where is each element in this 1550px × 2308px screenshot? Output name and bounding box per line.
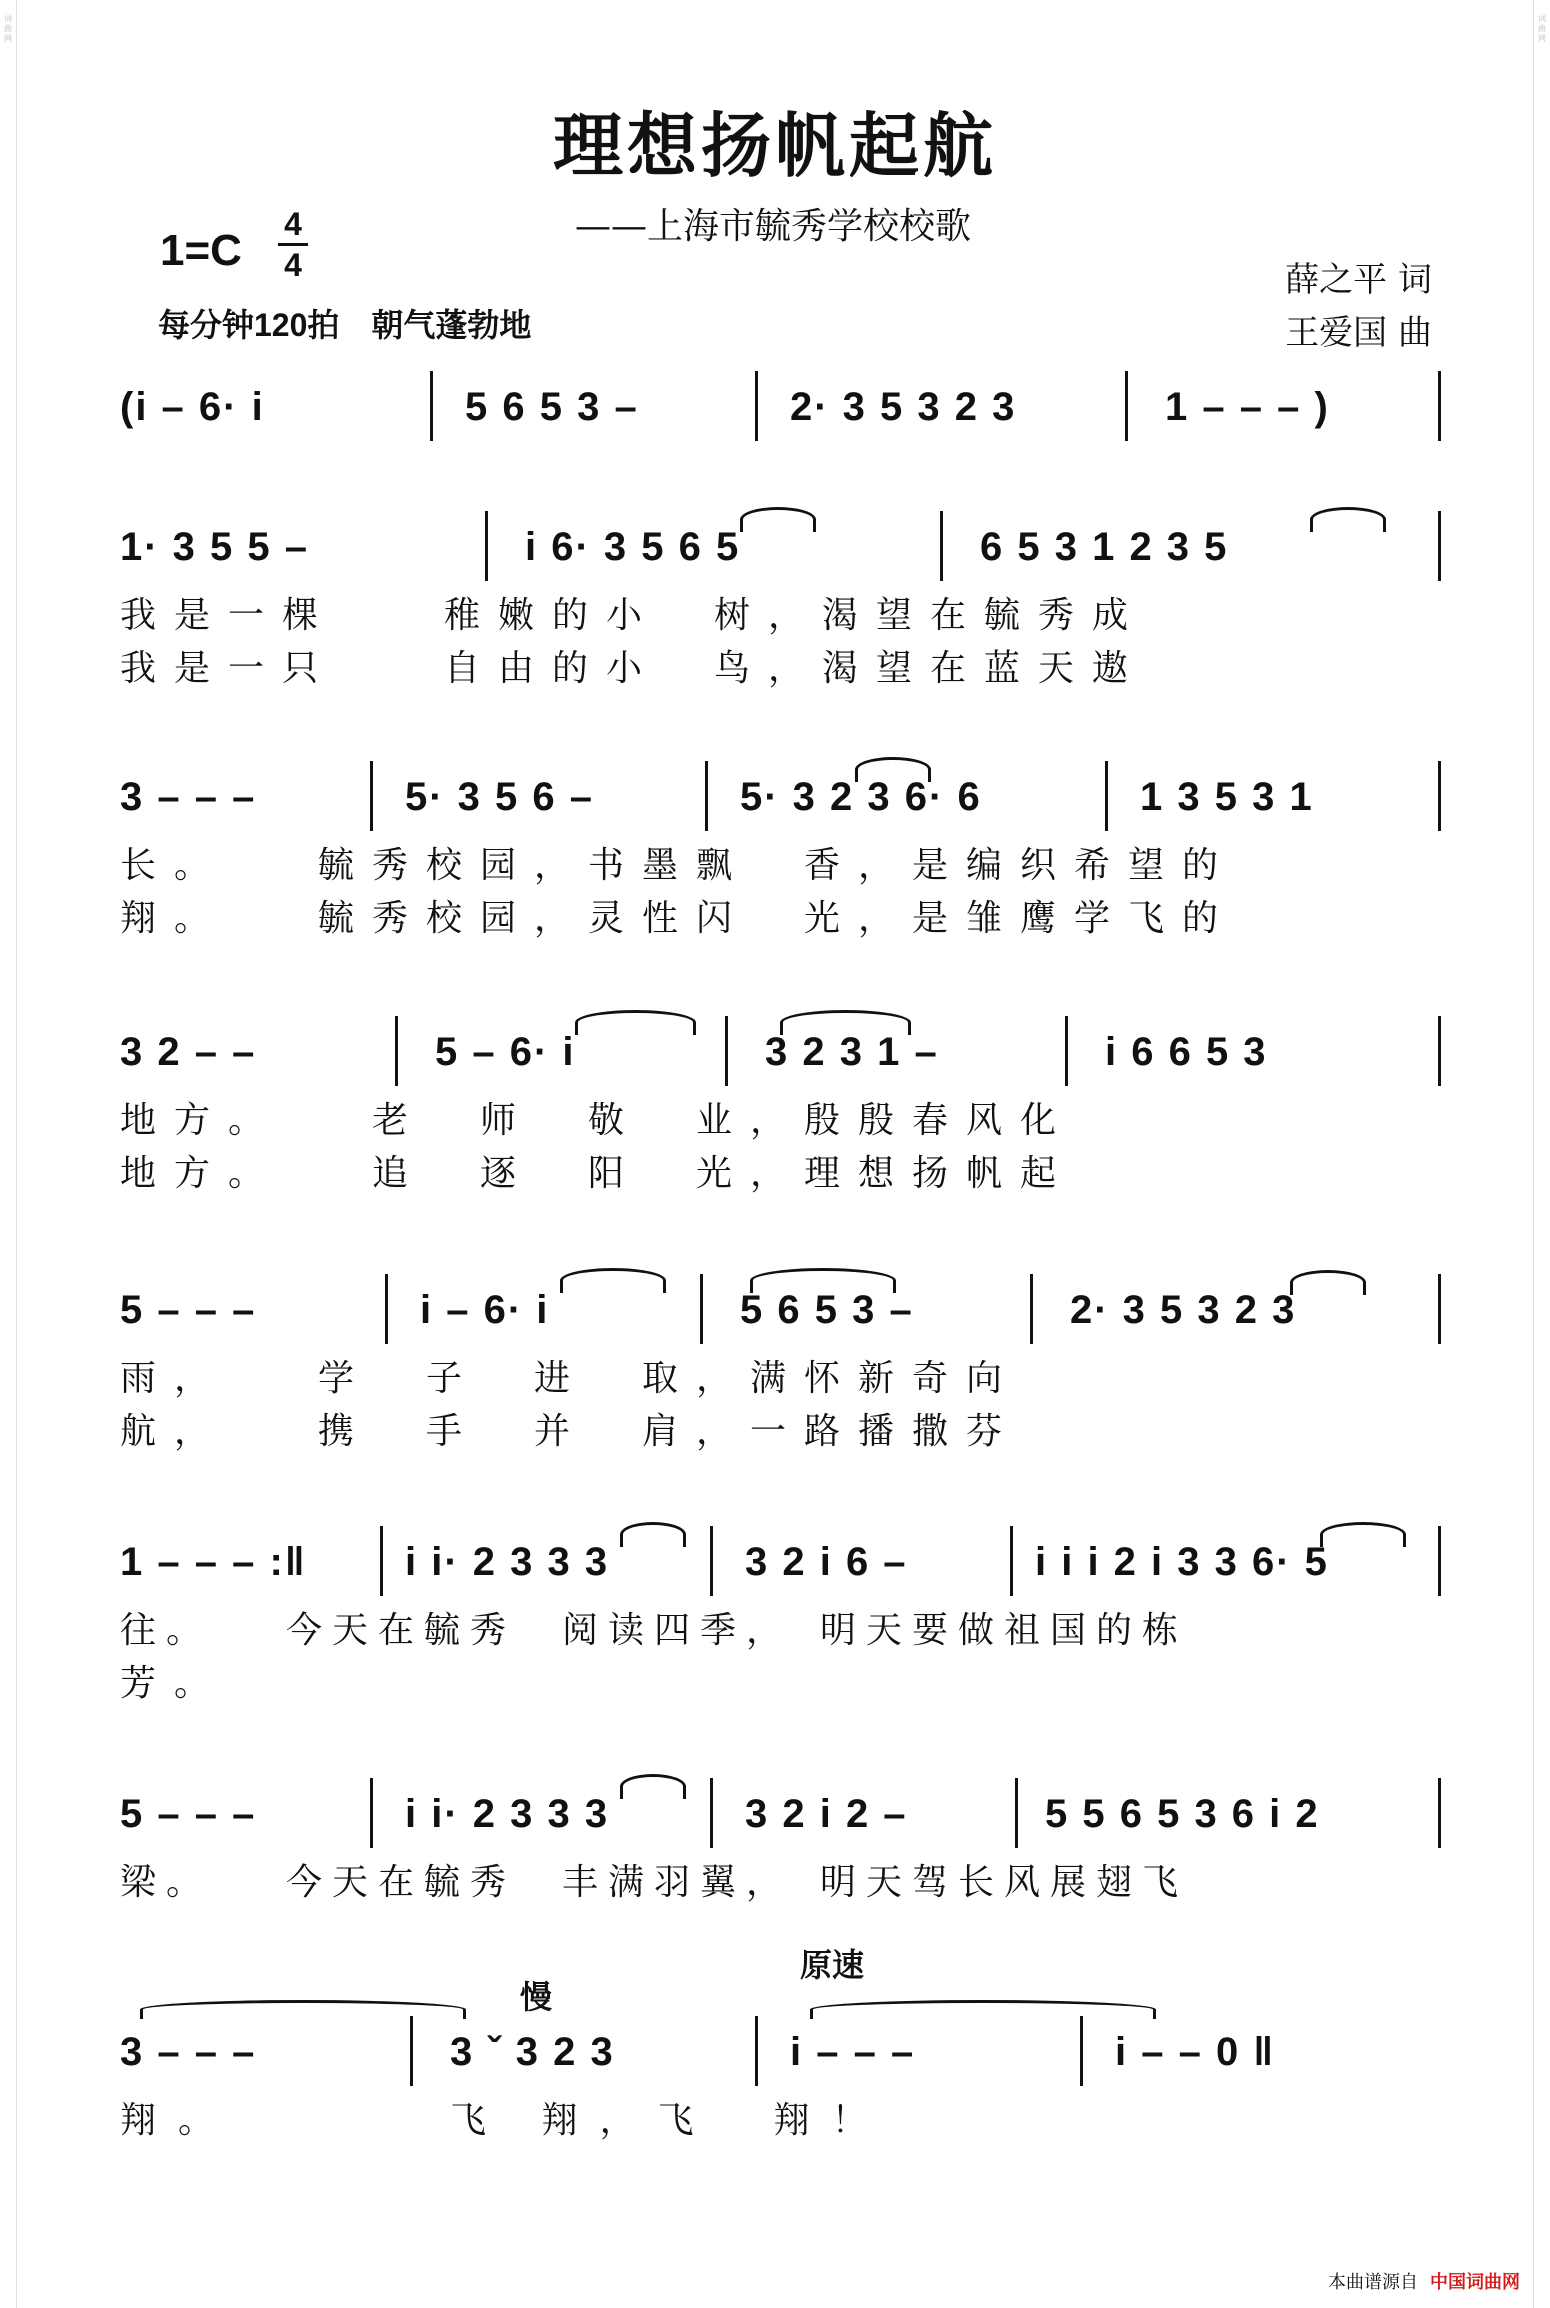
measure: i – – 0 ‖ xyxy=(1115,2030,1276,2074)
bar-line xyxy=(1438,1778,1441,1848)
bar-line xyxy=(755,2016,758,2086)
bar-line xyxy=(385,1274,388,1344)
score-system xyxy=(120,525,1440,689)
bar-line xyxy=(940,511,943,581)
measure: 3 2 i 6 – xyxy=(745,1540,908,1584)
score-system xyxy=(120,1288,1440,1452)
bar-line xyxy=(755,371,758,441)
notation-line xyxy=(120,525,1440,585)
lyric-verse-1: 我是一棵 稚嫩的小 树，渴望在毓秀成 xyxy=(120,595,1147,636)
lyric-verse-2: 我是一只 自由的小 鸟，渴望在蓝天遨 xyxy=(120,648,1147,689)
bar-line xyxy=(1438,1526,1441,1596)
measure: 3 – – – xyxy=(120,775,257,819)
bar-line xyxy=(1080,2016,1083,2086)
bar-line xyxy=(370,1778,373,1848)
measure: 1· 3 5 5 – xyxy=(120,525,310,569)
bar-line xyxy=(1065,1016,1068,1086)
bar-line xyxy=(1030,1274,1033,1344)
bar-line xyxy=(1438,1274,1441,1344)
score-system xyxy=(120,1947,1440,2141)
measure: 2· 3 5 3 2 3 xyxy=(790,385,1017,429)
lyricist-credit: 薛之平 词 xyxy=(1285,260,1432,300)
bar-line xyxy=(1438,511,1441,581)
notation-line xyxy=(120,775,1440,835)
bar-line xyxy=(710,1778,713,1848)
measure: 5 6 5 3 – xyxy=(465,385,639,429)
a-tempo-marking: 原速 xyxy=(800,1947,865,1983)
measure: 3 2 3 1 – xyxy=(765,1030,939,1074)
measure: 5 – – – xyxy=(120,1792,257,1836)
bar-line xyxy=(700,1274,703,1344)
meter-line xyxy=(278,243,308,246)
lyric-verse-1: 往。 今天在毓秀 阅读四季， 明天要做祖国的栋 xyxy=(120,1610,1189,1651)
measure: i 6 6 5 3 xyxy=(1105,1030,1268,1074)
measure: 3 – – – xyxy=(120,2030,257,2074)
bar-line xyxy=(1438,761,1441,831)
slur xyxy=(140,2000,466,2019)
footer-site-link[interactable]: 中国词曲网 xyxy=(1430,2272,1520,2292)
time-signature xyxy=(278,206,308,283)
measure: 5 – – – xyxy=(120,1288,257,1332)
notation-line xyxy=(120,1792,1440,1852)
lyric-verse-2: 航， 携 手 并 肩，一路播撒芬 xyxy=(120,1411,1021,1452)
measure: i – – – xyxy=(790,2030,916,2074)
measure: i – 6· i xyxy=(420,1288,550,1332)
score-system xyxy=(120,1792,1440,1903)
bar-line xyxy=(395,1016,398,1086)
bar-line xyxy=(1438,1016,1441,1086)
lyric-verse-2: 地方。 追 逐 阳 光，理想扬帆起 xyxy=(120,1153,1075,1194)
measure: 3 ˇ 3 2 3 xyxy=(450,2030,615,2074)
lyric-verse-1: 长。 毓秀校园，书墨飘 香，是编织希望的 xyxy=(120,845,1237,886)
source-footer xyxy=(1328,2268,1520,2294)
measure: i 6· 3 5 6 5 xyxy=(525,525,741,569)
measure: i i· 2 3 3 3 xyxy=(405,1792,610,1836)
measure: 3 2 – – xyxy=(120,1030,257,1074)
lyric-verse-1: 雨， 学 子 进 取，满怀新奇向 xyxy=(120,1358,1021,1399)
notation-line xyxy=(120,1288,1440,1348)
meter-top: 4 xyxy=(284,206,302,242)
measure: 3 2 i 2 – xyxy=(745,1792,908,1836)
notation-line xyxy=(120,385,1440,445)
measure: 1 – – – ) xyxy=(1165,385,1330,429)
lyric-verse-2: 翔。 毓秀校园，灵性闪 光，是雏鹰学飞的 xyxy=(120,898,1237,939)
score-system xyxy=(120,1540,1440,1704)
bar-line xyxy=(380,1526,383,1596)
right-margin-strip: 词 曲 网 xyxy=(1533,0,1550,2308)
bar-line xyxy=(485,511,488,581)
meter-bottom: 4 xyxy=(284,247,302,283)
tempo-marking: 每分钟120拍 朝气蓬勃地 xyxy=(158,307,532,343)
composer-credit: 王爱国 曲 xyxy=(1285,313,1432,353)
song-subtitle: ——上海市毓秀学校校歌 xyxy=(575,206,972,247)
notation-line xyxy=(120,1540,1440,1600)
bar-line xyxy=(1125,371,1128,441)
lyric-verse-2: 芳。 xyxy=(120,1663,229,1704)
bar-line xyxy=(1015,1778,1018,1848)
score-system-intro xyxy=(120,385,1440,445)
key-signature: 1=C xyxy=(160,226,242,275)
measure: 1 – – – :‖ xyxy=(120,1540,307,1584)
score-system xyxy=(120,1030,1440,1194)
measure: i i· 2 3 3 3 xyxy=(405,1540,610,1584)
bar-line xyxy=(705,761,708,831)
left-margin-strip: 词 曲 网 xyxy=(0,0,17,2308)
footer-note: 本曲谱源自 xyxy=(1328,2272,1418,2292)
bar-line xyxy=(430,371,433,441)
measure: 5 6 5 3 – xyxy=(740,1288,914,1332)
lyric-verse-1: 翔。 飞 翔，飞 翔！ xyxy=(120,2100,890,2141)
bar-line xyxy=(1010,1526,1013,1596)
song-title: 理想扬帆起航 xyxy=(553,104,997,187)
bar-line xyxy=(1438,371,1441,441)
measure: i i i 2 i 3 3 6· 5 xyxy=(1035,1540,1329,1584)
measure: 5· 3 2 3 6· 6 xyxy=(740,775,982,819)
lyric-verse-1: 梁。 今天在毓秀 丰满羽翼， 明天驾长风展翅飞 xyxy=(120,1862,1189,1903)
bar-line xyxy=(370,761,373,831)
notation-line xyxy=(120,1030,1440,1090)
score-system xyxy=(120,775,1440,939)
lyric-verse-1: 地方。 老 师 敬 业，殷殷春风化 xyxy=(120,1100,1075,1141)
measure: (i – 6· i xyxy=(120,385,265,429)
slow-marking: 慢 xyxy=(520,1979,553,2015)
bar-line xyxy=(725,1016,728,1086)
measure: 2· 3 5 3 2 3 xyxy=(1070,1288,1297,1332)
measure: 5· 3 5 6 – xyxy=(405,775,595,819)
notation-line xyxy=(120,2030,1440,2090)
measure: 1 3 5 3 1 xyxy=(1140,775,1314,819)
slur xyxy=(810,2000,1156,2019)
bar-line xyxy=(1105,761,1108,831)
bar-line xyxy=(410,2016,413,2086)
bar-line xyxy=(710,1526,713,1596)
measure: 5 5 6 5 3 6 i 2 xyxy=(1045,1792,1320,1836)
measure: 5 – 6· i xyxy=(435,1030,576,1074)
measure: 6 5 3 1 2 3 5 xyxy=(980,525,1229,569)
